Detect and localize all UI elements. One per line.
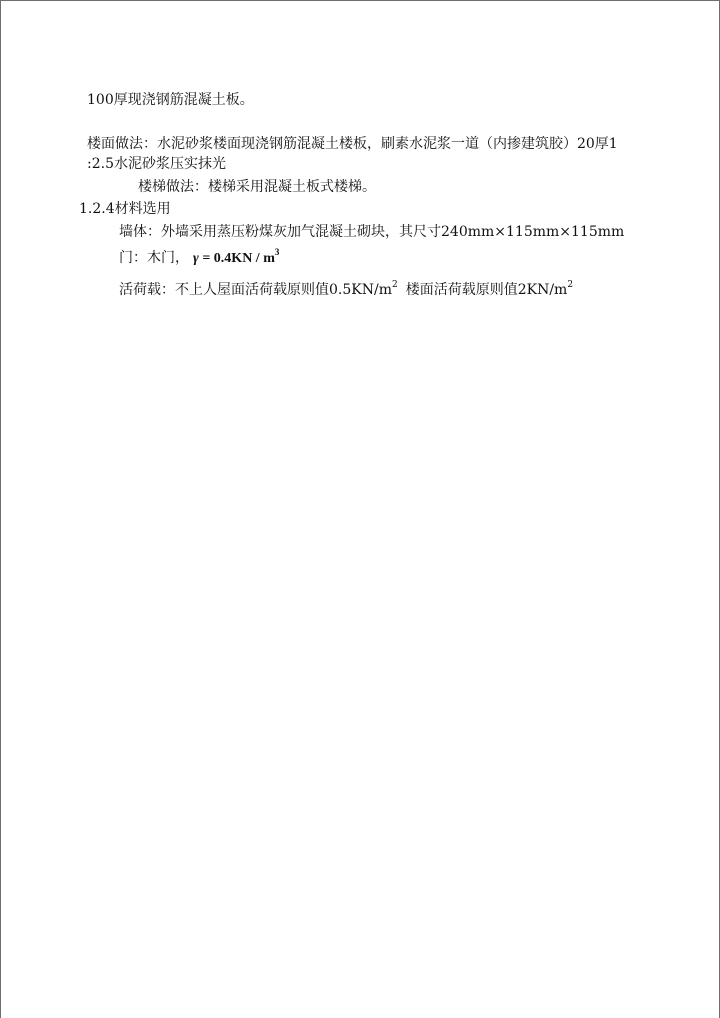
text-line: 楼梯做法：楼梯采用混凝土板式楼梯。 [138,179,376,195]
density-formula [193,247,280,266]
formula-superscript: 3 [274,247,280,258]
roof-load-superscript: 2 [391,280,398,291]
live-load-roof-text: 活荷载：不上人屋面活荷载原则值0.5KN/m [119,282,392,298]
door-label: 门：木门， [119,250,189,266]
formula-text: = 0.4KN / m [198,251,275,266]
text-line: 100厚现浇钢筋混凝土板。 [87,92,254,108]
text-line: 楼面做法：水泥砂浆楼面现浇钢筋混凝土楼板，刷素水泥浆一道（内掺建筑胶）20厚1 [87,136,618,152]
floor-load-superscript: 2 [567,280,574,291]
gamma-symbol: γ [193,251,199,266]
door-line [119,249,279,268]
text-line: 墙体：外墙采用蒸压粉煤灰加气混凝土砌块，其尺寸240mm×115mm×115mm [119,224,625,240]
live-load-floor-text: 楼面活荷载原则值2KN/m [405,282,568,298]
section-heading: 1.2.4材料选用 [79,201,171,217]
live-load-line [119,281,573,299]
text-line: :2.5水泥砂浆压实抹光 [87,156,226,172]
